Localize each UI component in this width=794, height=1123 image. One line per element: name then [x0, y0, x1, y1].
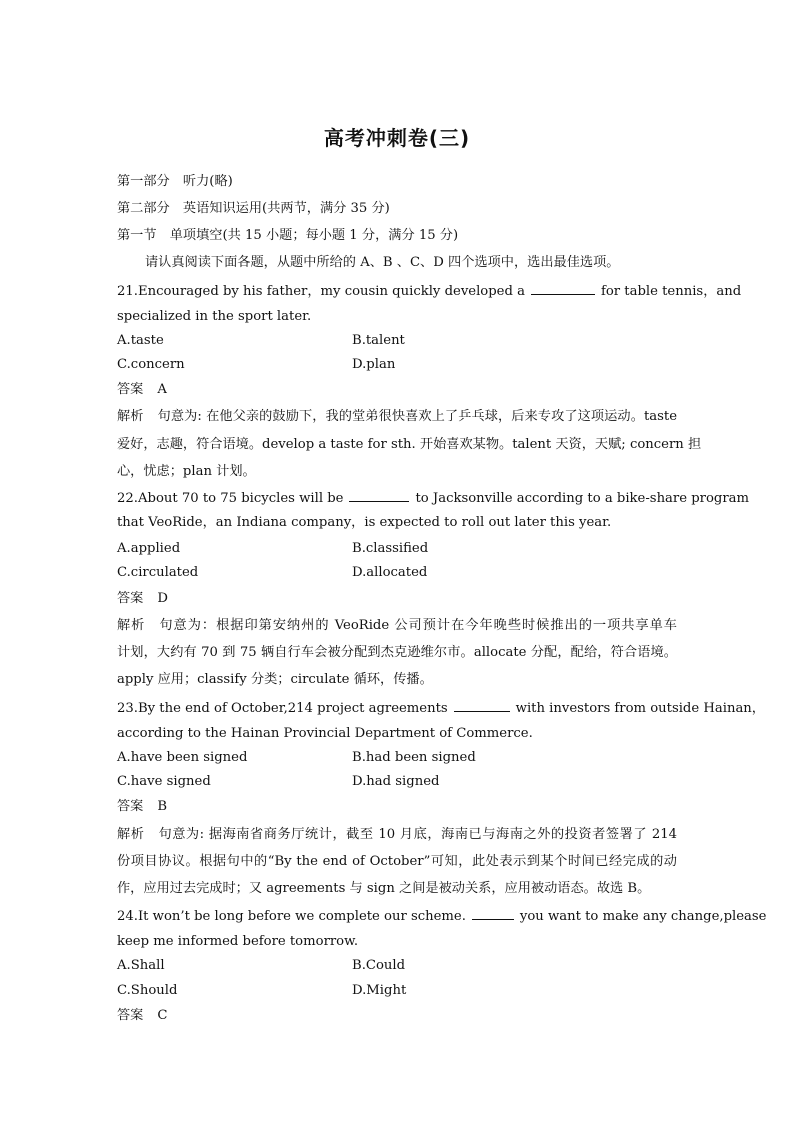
analysis-text: 句意为：根据印第安纳州的 VeoRide 公司预计在今年晚些时候推出的一项共享单车: [159, 618, 677, 633]
stem-text: 24.It won’t be long before we complete our scheme.: [117, 909, 466, 924]
question-22-analysis-line1: [117, 616, 677, 636]
question-21-stem-line1: [117, 281, 742, 302]
option-c: C.circulated: [117, 565, 199, 580]
question-23-analysis-line3: 作，应用过去完成时；又 agreements 与 sign 之间是被动关系，应用被动语态。故选 B。: [117, 881, 651, 896]
option-d: D.Might: [352, 983, 407, 998]
question-21-analysis-line1: [117, 407, 677, 427]
option-a: A.Shall: [117, 958, 165, 973]
question-23-stem-line2: according to the Hainan Provincial Department of Commerce.: [117, 726, 533, 741]
section1-header: 第一节 单项填空(共 15 小题；每小题 1 分，满分 15 分): [117, 228, 459, 243]
option-d: D.had signed: [352, 774, 440, 789]
answer-value: D: [157, 591, 168, 606]
analysis-text: 句意为: 据海南省商务厅统计，截至 10 月底，海南已与海南之外的投资者签署了 214: [158, 827, 677, 842]
question-22-analysis-line2: 计划，大约有 70 到 75 辆自行车会被分配到杰克逊维尔市。allocate 分配，配给，符合语境。: [117, 645, 677, 660]
stem-text: you want to make any change,please: [519, 909, 767, 924]
analysis-text: 句意为: 在他父亲的鼓励下，我的堂弟很快喜欢上了乒乓球，后来专攻了这项运动。taste: [157, 409, 678, 424]
question-23-analysis-line1: [117, 825, 677, 845]
option-c: C.Should: [117, 983, 178, 998]
option-b: B.had been signed: [352, 750, 476, 765]
option-a: A.have been signed: [117, 750, 248, 765]
analysis-label: 解析: [117, 409, 144, 424]
option-c: C.concern: [117, 357, 185, 372]
question-23-stem-line1: [117, 698, 765, 719]
question-24-answer: [117, 1006, 677, 1026]
question-22-stem-line1: [117, 488, 750, 509]
stem-text: to Jacksonville according to a bike-share program: [415, 491, 750, 506]
option-b: B.Could: [352, 958, 406, 973]
answer-value: C: [157, 1008, 168, 1023]
option-b: B.talent: [352, 333, 405, 348]
question-24-stem-line1: [117, 906, 767, 927]
answer-label: 答案: [117, 591, 144, 606]
question-21-stem-line2: specialized in the sport later.: [117, 309, 312, 324]
answer-label: 答案: [117, 1008, 144, 1023]
page-title: 高考冲刺卷(三): [323, 126, 471, 150]
part2-header: 第二部分 英语知识运用(共两节，满分 35 分): [117, 201, 390, 216]
option-b: B.classified: [352, 541, 429, 556]
option-d: D.allocated: [352, 565, 428, 580]
stem-text: 23.By the end of October,214 project agreements: [117, 701, 448, 716]
answer-blank: [472, 906, 514, 920]
answer-value: A: [157, 382, 167, 397]
question-22-stem-line2: that VeoRide，an Indiana company，is expected to roll out later this year.: [117, 515, 612, 530]
question-21-analysis-line3: 心，忧虑；plan 计划。: [117, 464, 256, 479]
option-a: A.applied: [117, 541, 181, 556]
answer-label: 答案: [117, 382, 144, 397]
stem-text: with investors from outside Hainan，: [515, 701, 765, 716]
answer-blank: [349, 488, 409, 502]
answer-blank: [531, 281, 595, 295]
stem-text: for table tennis，and: [600, 284, 742, 299]
part1-header: 第一部分 听力(略): [117, 174, 233, 189]
question-21-answer: [117, 380, 677, 400]
question-22-answer: [117, 589, 677, 609]
analysis-label: 解析: [117, 618, 146, 633]
question-21-analysis-line2: 爱好，志趣，符合语境。develop a taste for sth. 开始喜欢某物。talent 天资，天赋; concern 担: [117, 437, 702, 452]
analysis-label: 解析: [117, 827, 145, 842]
option-c: C.have signed: [117, 774, 211, 789]
option-a: A.taste: [117, 333, 164, 348]
question-22-analysis-line3: apply 应用；classify 分类；circulate 循环，传播。: [117, 672, 433, 687]
instruction-text: 请认真阅读下面各题，从题中所给的 A、B 、C、D 四个选项中，选出最佳选项。: [145, 255, 620, 270]
question-24-stem-line2: keep me informed before tomorrow.: [117, 934, 359, 949]
answer-blank: [454, 698, 510, 712]
answer-value: B: [157, 799, 168, 814]
option-d: D.plan: [352, 357, 396, 372]
stem-text: 22.About 70 to 75 bicycles will be: [117, 491, 344, 506]
question-23-answer: [117, 797, 677, 817]
question-23-analysis-line2: 份项目协议。根据句中的“By the end of October”可知，此处表示到某个时间已经完成的动: [117, 854, 677, 869]
answer-label: 答案: [117, 799, 144, 814]
stem-text: 21.Encouraged by his father，my cousin quickly developed a: [117, 284, 525, 299]
